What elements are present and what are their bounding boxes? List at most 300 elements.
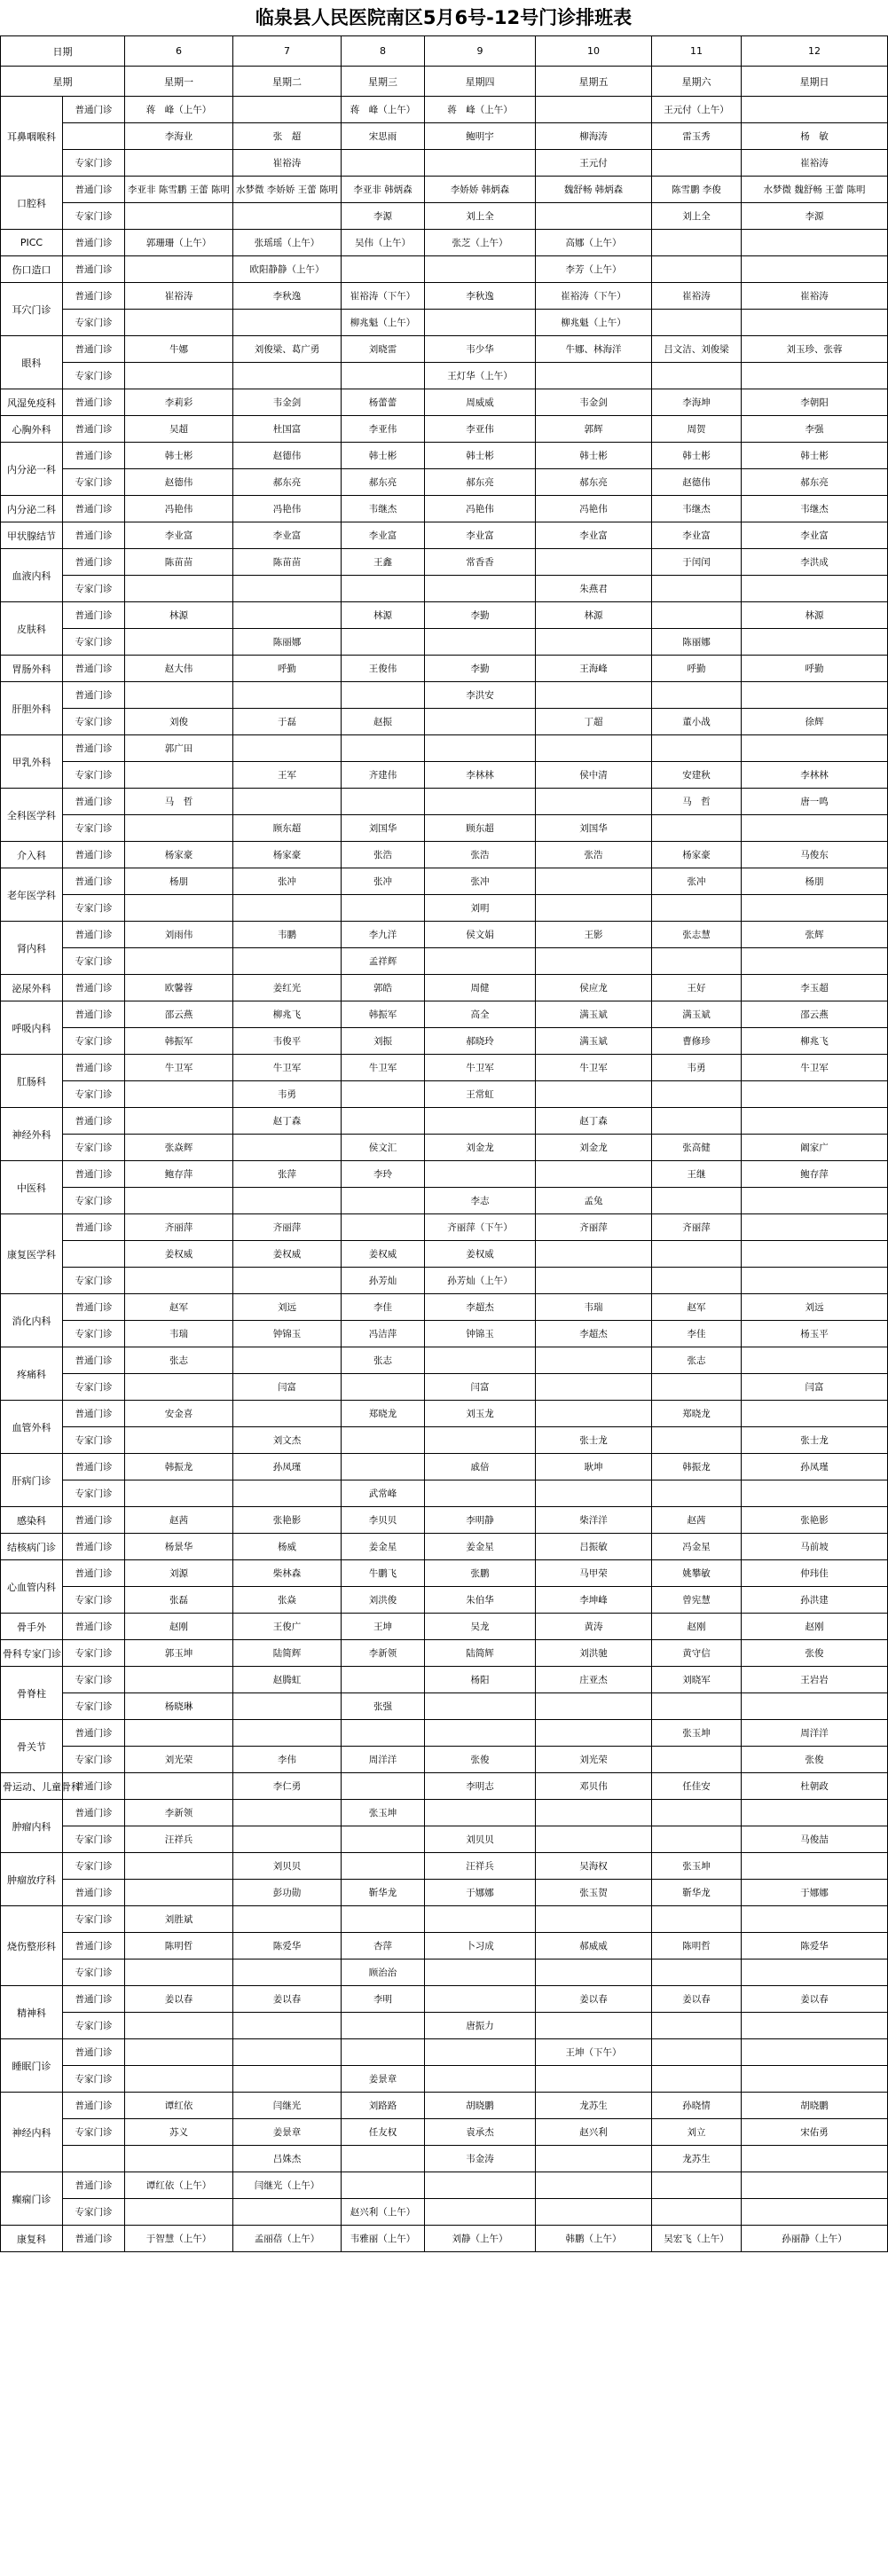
doctor-cell: 赵茜 (125, 1507, 233, 1534)
weekday-cell: 星期日 (742, 67, 888, 97)
doctor-cell (652, 1906, 742, 1933)
clinic-type: 普通门诊 (63, 1347, 125, 1374)
doctor-cell: 欧阳静静（上午） (233, 256, 342, 283)
doctor-cell: 鲍存萍 (742, 1161, 888, 1188)
doctor-cell: 张浩 (342, 842, 425, 868)
doctor-cell (425, 576, 536, 602)
clinic-type: 普通门诊 (63, 256, 125, 283)
doctor-cell: 马 哲 (652, 789, 742, 815)
doctor-cell: 冯艳伟 (233, 496, 342, 522)
doctor-cell: 于娜娜 (425, 1880, 536, 1906)
doctor-cell: 王坤 (342, 1614, 425, 1640)
table-row (1, 815, 888, 842)
table-row (1, 762, 888, 789)
doctor-cell: 牛娜、林海洋 (536, 336, 652, 363)
clinic-type: 普通门诊 (63, 1214, 125, 1241)
doctor-cell: 李海坤 (652, 389, 742, 416)
doctor-cell (425, 789, 536, 815)
clinic-type: 普通门诊 (63, 336, 125, 363)
doctor-cell: 李勤 (425, 656, 536, 682)
clinic-type: 专家门诊 (63, 1028, 125, 1055)
doctor-cell: 周健 (425, 975, 536, 1001)
doctor-cell (652, 150, 742, 177)
doctor-cell: 韦雅丽（上午） (342, 2226, 425, 2252)
doctor-cell (233, 1826, 342, 1853)
doctor-cell (125, 1480, 233, 1507)
doctor-cell (233, 1959, 342, 1986)
clinic-type: 专家门诊 (63, 1640, 125, 1667)
doctor-cell: 李海业 (125, 123, 233, 150)
doctor-cell (125, 629, 233, 656)
doctor-cell: 黄守信 (652, 1640, 742, 1667)
table-row (1, 975, 888, 1001)
department-name: 耳穴门诊 (1, 283, 63, 336)
doctor-cell: 杨威 (233, 1534, 342, 1560)
doctor-cell: 王海峰 (536, 656, 652, 682)
doctor-cell: 朱燕君 (536, 576, 652, 602)
doctor-cell: 马甲荣 (536, 1560, 652, 1587)
doctor-cell: 李超杰 (425, 1294, 536, 1321)
doctor-cell (742, 1108, 888, 1135)
table-row (1, 1959, 888, 1986)
doctor-cell: 牛卫军 (125, 1055, 233, 1081)
doctor-cell: 姜以春 (536, 1986, 652, 2013)
doctor-cell: 顾治治 (342, 1959, 425, 1986)
clinic-type (63, 2146, 125, 2172)
doctor-cell (425, 2066, 536, 2093)
doctor-cell (742, 1214, 888, 1241)
table-row (1, 1480, 888, 1507)
doctor-cell (425, 948, 536, 975)
doctor-cell: 韦继杰 (342, 496, 425, 522)
clinic-type: 普通门诊 (63, 1614, 125, 1640)
doctor-cell: 韩振军 (342, 1001, 425, 1028)
doctor-cell: 韦金涛 (425, 2146, 536, 2172)
doctor-cell: 龙苏生 (536, 2093, 652, 2119)
doctor-cell (425, 256, 536, 283)
doctor-cell: 王岩岩 (742, 1667, 888, 1693)
table-row (1, 1693, 888, 1720)
doctor-cell (125, 948, 233, 975)
doctor-cell: 李娇娇 韩炳森 (425, 177, 536, 203)
schedule-table (0, 35, 888, 2252)
doctor-cell: 王常虹 (425, 1081, 536, 1108)
doctor-cell: 蒋 峰（上午） (425, 97, 536, 123)
doctor-cell: 陈苗苗 (233, 549, 342, 576)
doctor-cell: 陈苗苗 (125, 549, 233, 576)
doctor-cell: 冯艳伟 (425, 496, 536, 522)
doctor-cell (742, 2199, 888, 2226)
doctor-cell: 耿坤 (536, 1454, 652, 1480)
department-name: 心胸外科 (1, 416, 63, 443)
table-row (1, 2119, 888, 2146)
doctor-cell: 刘静（上午） (425, 2226, 536, 2252)
doctor-cell (742, 1347, 888, 1374)
clinic-type: 普通门诊 (63, 1108, 125, 1135)
clinic-type: 专家门诊 (63, 1906, 125, 1933)
doctor-cell (742, 97, 888, 123)
table-row (1, 1587, 888, 1614)
doctor-cell (425, 1906, 536, 1933)
doctor-cell: 庄亚杰 (536, 1667, 652, 1693)
doctor-cell: 陈丽娜 (652, 629, 742, 656)
doctor-cell: 姜红光 (233, 975, 342, 1001)
department-name: 眼科 (1, 336, 63, 389)
doctor-cell: 张士龙 (536, 1427, 652, 1454)
doctor-cell: 卜习成 (425, 1933, 536, 1959)
doctor-cell: 张玉坤 (652, 1720, 742, 1747)
doctor-cell (536, 363, 652, 389)
doctor-cell: 张玉贺 (536, 1880, 652, 1906)
doctor-cell: 曹修珍 (652, 1028, 742, 1055)
table-row (1, 1028, 888, 1055)
doctor-cell: 姜以春 (233, 1986, 342, 2013)
doctor-cell (652, 1959, 742, 1986)
doctor-cell: 陈爱华 (233, 1933, 342, 1959)
department-name: 感染科 (1, 1507, 63, 1534)
doctor-cell: 柳海涛 (536, 123, 652, 150)
doctor-cell (425, 1347, 536, 1374)
doctor-cell (342, 1214, 425, 1241)
doctor-cell: 呼勤 (233, 656, 342, 682)
clinic-type: 专家门诊 (63, 1374, 125, 1401)
table-row (1, 2039, 888, 2066)
department-name: 甲状腺结节 (1, 522, 63, 549)
doctor-cell: 韩士彬 (125, 443, 233, 469)
page-title: 临泉县人民医院南区5月6号-12号门诊排班表 (255, 7, 633, 28)
doctor-cell: 周贺 (652, 416, 742, 443)
doctor-cell: 李业富 (425, 522, 536, 549)
table-row (1, 2013, 888, 2039)
weekday-cell: 星期一 (125, 67, 233, 97)
doctor-cell (536, 735, 652, 762)
clinic-type: 普通门诊 (63, 602, 125, 629)
department-name: 介入科 (1, 842, 63, 868)
doctor-cell: 赵茜 (652, 1507, 742, 1534)
doctor-cell (652, 310, 742, 336)
doctor-cell: 蒋 峰（上午） (342, 97, 425, 123)
doctor-cell: 杨晓琳 (125, 1693, 233, 1720)
doctor-cell: 张志 (652, 1347, 742, 1374)
department-name: PICC (1, 230, 63, 256)
doctor-cell: 韩士彬 (536, 443, 652, 469)
clinic-type: 普通门诊 (63, 842, 125, 868)
doctor-cell: 冯艳伟 (125, 496, 233, 522)
doctor-cell (425, 709, 536, 735)
doctor-cell: 韦勇 (652, 1055, 742, 1081)
doctor-cell (342, 363, 425, 389)
doctor-cell: 李志 (425, 1188, 536, 1214)
doctor-cell: 李明 (342, 1986, 425, 2013)
doctor-cell: 赵军 (652, 1294, 742, 1321)
doctor-cell: 郝威威 (536, 1933, 652, 1959)
doctor-cell (652, 1427, 742, 1454)
doctor-cell (342, 1427, 425, 1454)
doctor-cell: 牛鹏飞 (342, 1560, 425, 1587)
doctor-cell (652, 682, 742, 709)
doctor-cell (742, 815, 888, 842)
doctor-cell: 刘光荣 (125, 1747, 233, 1773)
doctor-cell: 张志慧 (652, 922, 742, 948)
department-name: 肛肠科 (1, 1055, 63, 1108)
doctor-cell (536, 789, 652, 815)
doctor-cell: 张志 (125, 1347, 233, 1374)
doctor-cell (125, 256, 233, 283)
department-name: 呼吸内科 (1, 1001, 63, 1055)
clinic-type: 普通门诊 (63, 389, 125, 416)
doctor-cell (536, 1268, 652, 1294)
doctor-cell (342, 2146, 425, 2172)
doctor-cell: 侯文汇 (342, 1135, 425, 1161)
doctor-cell: 孟兔 (536, 1188, 652, 1214)
table-row (1, 1853, 888, 1880)
doctor-cell (536, 629, 652, 656)
doctor-cell: 安金喜 (125, 1401, 233, 1427)
doctor-cell: 仲玮佳 (742, 1560, 888, 1587)
doctor-cell (652, 1480, 742, 1507)
doctor-cell: 张高健 (652, 1135, 742, 1161)
table-row (1, 1986, 888, 2013)
doctor-cell: 赵刚 (652, 1614, 742, 1640)
table-row (1, 443, 888, 469)
doctor-cell: 李玉超 (742, 975, 888, 1001)
doctor-cell (652, 1268, 742, 1294)
doctor-cell: 李玲 (342, 1161, 425, 1188)
doctor-cell: 郭珊珊（上午） (125, 230, 233, 256)
doctor-cell (742, 2039, 888, 2066)
doctor-cell: 郝东亮 (536, 469, 652, 496)
department-name: 内分泌一科 (1, 443, 63, 496)
doctor-cell: 钟锦玉 (233, 1321, 342, 1347)
doctor-cell (233, 1268, 342, 1294)
department-name: 康复科 (1, 2226, 63, 2252)
doctor-cell: 王坤（下午） (536, 2039, 652, 2066)
doctor-cell: 吴超 (125, 416, 233, 443)
table-row (1, 1906, 888, 1933)
doctor-cell (233, 602, 342, 629)
doctor-cell (742, 629, 888, 656)
doctor-cell: 赵丁森 (233, 1108, 342, 1135)
doctor-cell: 林源 (536, 602, 652, 629)
table-row (1, 2226, 888, 2252)
doctor-cell (125, 576, 233, 602)
doctor-cell: 刘立 (652, 2119, 742, 2146)
doctor-cell (425, 1480, 536, 1507)
doctor-cell: 齐丽萍 (652, 1214, 742, 1241)
clinic-type: 普通门诊 (63, 789, 125, 815)
doctor-cell: 李坤峰 (536, 1587, 652, 1614)
doctor-cell: 韩士彬 (342, 443, 425, 469)
doctor-cell (125, 1081, 233, 1108)
doctor-cell (342, 1374, 425, 1401)
table-row (1, 1933, 888, 1959)
doctor-cell: 张冲 (425, 868, 536, 895)
doctor-cell (742, 1959, 888, 1986)
doctor-cell: 李佳 (342, 1294, 425, 1321)
doctor-cell: 刘文杰 (233, 1427, 342, 1454)
clinic-type: 专家门诊 (63, 2119, 125, 2146)
doctor-cell (536, 2013, 652, 2039)
table-row (1, 2066, 888, 2093)
doctor-cell: 任友权 (342, 2119, 425, 2146)
doctor-cell: 杨家豪 (233, 842, 342, 868)
doctor-cell (742, 735, 888, 762)
department-name: 老年医学科 (1, 868, 63, 922)
department-name: 泌尿外科 (1, 975, 63, 1001)
doctor-cell: 于闰闰 (652, 549, 742, 576)
clinic-type: 专家门诊 (63, 469, 125, 496)
doctor-cell: 任佳安 (652, 1773, 742, 1800)
table-row (1, 1374, 888, 1401)
doctor-cell (536, 1720, 652, 1747)
doctor-cell: 高娜（上午） (536, 230, 652, 256)
clinic-type: 普通门诊 (63, 522, 125, 549)
table-row (1, 1560, 888, 1587)
doctor-cell: 刘远 (233, 1294, 342, 1321)
doctor-cell: 牛卫军 (536, 1055, 652, 1081)
doctor-cell (125, 1773, 233, 1800)
doctor-cell: 韩振龙 (652, 1454, 742, 1480)
doctor-cell: 张俊 (742, 1747, 888, 1773)
doctor-cell: 张 超 (233, 123, 342, 150)
clinic-type: 专家门诊 (63, 762, 125, 789)
doctor-cell: 靳华龙 (342, 1880, 425, 1906)
doctor-cell: 柴洋洋 (536, 1507, 652, 1534)
doctor-cell (342, 1081, 425, 1108)
doctor-cell: 李贝贝 (342, 1507, 425, 1534)
doctor-cell (125, 203, 233, 230)
doctor-cell: 郝晓玲 (425, 1028, 536, 1055)
doctor-cell: 赵刚 (125, 1614, 233, 1640)
clinic-type: 普通门诊 (63, 1720, 125, 1747)
doctor-cell: 崔裕涛（下午） (342, 283, 425, 310)
doctor-cell: 崔裕涛 (742, 283, 888, 310)
department-name: 中医科 (1, 1161, 63, 1214)
doctor-cell: 李林林 (742, 762, 888, 789)
clinic-type: 普通门诊 (63, 97, 125, 123)
clinic-type: 普通门诊 (63, 549, 125, 576)
department-name: 全科医学科 (1, 789, 63, 842)
table-row (1, 922, 888, 948)
clinic-type: 普通门诊 (63, 1507, 125, 1534)
doctor-cell (536, 1401, 652, 1427)
clinic-type: 专家门诊 (63, 363, 125, 389)
table-row (1, 177, 888, 203)
doctor-cell: 刘雨伟 (125, 922, 233, 948)
doctor-cell (233, 895, 342, 922)
doctor-cell (652, 1188, 742, 1214)
clinic-type: 普通门诊 (63, 2039, 125, 2066)
doctor-cell (652, 895, 742, 922)
doctor-cell: 满玉斌 (536, 1001, 652, 1028)
department-name: 肿瘤内科 (1, 1800, 63, 1853)
doctor-cell: 吕姝杰 (233, 2146, 342, 2172)
doctor-cell (425, 1986, 536, 2013)
doctor-cell: 姜以春 (652, 1986, 742, 2013)
doctor-cell: 刘国华 (536, 815, 652, 842)
doctor-cell: 侯文娟 (425, 922, 536, 948)
doctor-cell (425, 1959, 536, 1986)
doctor-cell (125, 310, 233, 336)
doctor-cell: 郝东亮 (233, 469, 342, 496)
doctor-cell: 马前坡 (742, 1534, 888, 1560)
doctor-cell: 姜权威 (233, 1241, 342, 1268)
table-row (1, 549, 888, 576)
doctor-cell: 李业富 (233, 522, 342, 549)
doctor-cell: 牛卫军 (233, 1055, 342, 1081)
table-row (1, 283, 888, 310)
doctor-cell: 赵腾虹 (233, 1667, 342, 1693)
clinic-type: 普通门诊 (63, 1986, 125, 2013)
doctor-cell (342, 256, 425, 283)
doctor-cell: 刘俊梁、葛广勇 (233, 336, 342, 363)
doctor-cell: 陆简辉 (425, 1640, 536, 1667)
doctor-cell: 侯中清 (536, 762, 652, 789)
doctor-cell: 刘国华 (342, 815, 425, 842)
clinic-type: 专家门诊 (63, 1427, 125, 1454)
doctor-cell: 雷玉秀 (652, 123, 742, 150)
doctor-cell (125, 1268, 233, 1294)
doctor-cell: 李明静 (425, 1507, 536, 1534)
doctor-cell: 汪祥兵 (125, 1826, 233, 1853)
doctor-cell (536, 2199, 652, 2226)
doctor-cell (342, 1454, 425, 1480)
doctor-cell: 呼勤 (742, 656, 888, 682)
department-name: 骨关节 (1, 1720, 63, 1773)
doctor-cell (742, 256, 888, 283)
doctor-cell: 张辉 (742, 922, 888, 948)
doctor-cell (652, 363, 742, 389)
doctor-cell: 韦俊平 (233, 1028, 342, 1055)
doctor-cell: 李仁勇 (233, 1773, 342, 1800)
clinic-type: 普通门诊 (63, 1454, 125, 1480)
doctor-cell: 吴伟（上午） (342, 230, 425, 256)
doctor-cell: 郝东亮 (742, 469, 888, 496)
doctor-cell: 林源 (125, 602, 233, 629)
doctor-cell: 柳兆魁（上午） (342, 310, 425, 336)
doctor-cell: 张冲 (342, 868, 425, 895)
doctor-cell (125, 1108, 233, 1135)
doctor-cell: 韦瑞 (125, 1321, 233, 1347)
doctor-cell (342, 576, 425, 602)
table-row (1, 1108, 888, 1135)
doctor-cell: 姜以春 (742, 1986, 888, 2013)
clinic-type: 专家门诊 (63, 2013, 125, 2039)
table-row (1, 1427, 888, 1454)
doctor-cell: 赵军 (125, 1294, 233, 1321)
weekday-cell: 星期四 (425, 67, 536, 97)
doctor-cell (652, 2039, 742, 2066)
doctor-cell (342, 1720, 425, 1747)
doctor-cell: 李亚伟 (342, 416, 425, 443)
date-cell: 9 (425, 36, 536, 67)
doctor-cell: 孙凤瑾 (233, 1454, 342, 1480)
doctor-cell: 李莉彩 (125, 389, 233, 416)
doctor-cell (652, 1800, 742, 1826)
doctor-cell: 侯应龙 (536, 975, 652, 1001)
doctor-cell (233, 789, 342, 815)
doctor-cell (536, 1081, 652, 1108)
clinic-type: 专家门诊 (63, 2199, 125, 2226)
doctor-cell: 郝东亮 (425, 469, 536, 496)
doctor-cell (233, 735, 342, 762)
doctor-cell (742, 2172, 888, 2199)
doctor-cell: 顾东超 (425, 815, 536, 842)
doctor-cell (233, 1188, 342, 1214)
table-row (1, 1321, 888, 1347)
doctor-cell: 牛娜 (125, 336, 233, 363)
doctor-cell (342, 789, 425, 815)
